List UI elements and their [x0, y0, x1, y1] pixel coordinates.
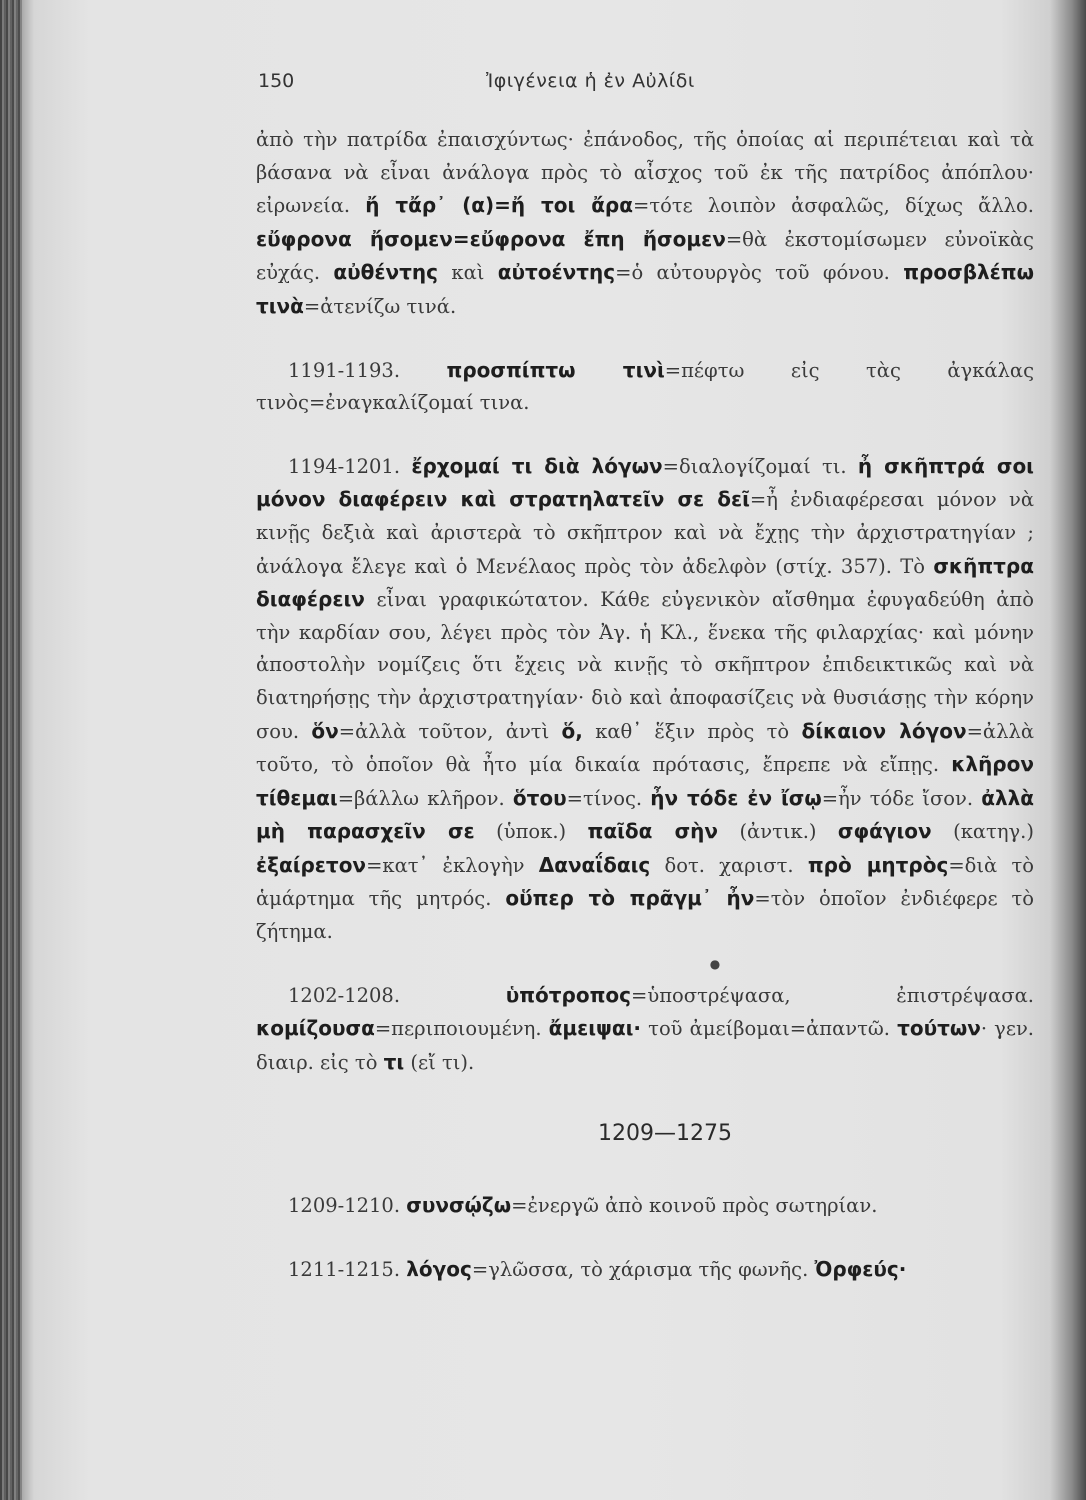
lemma: Δαναΐδαις [538, 852, 651, 877]
text-run: =κατ᾽ ἐκλογὴν [366, 853, 539, 877]
text-run: ἀπὸ τὴν πατρίδα ἐπαισχύντως· ἐπάνοδος, τῆς ὁποίας αἱ περιπέτειαι καὶ τὰ βάσανα νὰ εἶναι ἀνάλογα πρὸς τὸ αἶσχος τοῦ ἐκ τῆς πατρίδος ἀπόπλου· εἰρωνεία. [256, 128, 1034, 218]
text-run: (ὑποκ.) [474, 820, 588, 844]
book-spine [0, 0, 22, 1500]
text-run: =τὸν ὁποῖον ἐνδιέφερε τὸ ζήτημα. [256, 887, 1034, 944]
paragraph-1202 [256, 979, 1034, 1080]
text-run: καὶ [438, 261, 498, 285]
line-reference: 1191-1193. [288, 358, 447, 382]
text-run: =ἀλλὰ τοῦτο, τὸ ὁποῖον θὰ ἦτο μία δικαία πρότασις, ἔπρεπε νὰ εἴπῃς. [256, 719, 1034, 777]
lemma: κομίζουσα [256, 1016, 375, 1041]
text-run: =περιποιουμένη. [374, 1017, 549, 1041]
text-run: =τότε λοιπὸν ἀσφαλῶς, δίχως ἄλλο. [633, 194, 1034, 218]
text-run: δοτ. χαριστ. [650, 853, 808, 877]
text-run: =ἦν τόδε ἴσον. [821, 786, 982, 810]
line-reference: 1194-1201. [288, 454, 412, 478]
lemma: ἦν τόδε ἐν ἴσῳ [650, 785, 822, 810]
running-title: Ἰφιγένεια ἡ ἐν Αὐλίδι [486, 70, 695, 92]
lemma: ἔρχομαί τι διὰ λόγων [411, 453, 663, 478]
lemma: σκῆπτρα διαφέρειν [256, 553, 1034, 612]
line-reference: 1209-1210. [288, 1194, 407, 1218]
lemma: κλῆρον τίθεμαι [256, 752, 1034, 810]
lemma: ἦ σκῆπτρά σοι μόνον διαφέρειν καὶ στρατηλατεῖν σε δεῖ [256, 453, 1034, 512]
separator-bullet: ● [709, 956, 721, 971]
text-run: (κατηγ.) [931, 820, 1034, 844]
text-run: καθ᾽ ἕξιν πρὸς τὸ [582, 719, 802, 743]
lemma: τι [383, 1049, 405, 1074]
text-run: =τίνος. [566, 786, 651, 810]
paragraph-gap [256, 324, 1034, 354]
lemma: ἤ τἄρ᾽ (α)=ἤ τοι ἄρα [365, 193, 633, 218]
paragraph-continuation [256, 124, 1034, 324]
lemma: ὅ, [561, 718, 583, 743]
lemma: εὔφρονα ἤσομεν=εὔφρονα ἔπη ἤσομεν [256, 226, 726, 251]
lemma: ὑπότροπος [505, 982, 632, 1007]
lemma: αὐθέντης [333, 260, 439, 285]
paragraph-gap [256, 1223, 1034, 1253]
paragraph-gap [256, 420, 1034, 450]
lemma: αὐτοέντης [497, 260, 616, 285]
text-run: =διαλογίζομαί τι. [662, 454, 858, 478]
paragraph-gap [256, 1079, 1034, 1109]
text-run: εἶναι γραφικώτατον. Κάθε εὐγενικὸν αἴσθημα ἐφυγαδεύθη ἀπὸ τὴν καρδίαν σου, λέγει πρὸς τὸν Ἀγ. ἡ Κλ., ἕνεκα τῆς φιλαρχίας· καὶ μόνην ἀποστολὴν νομίζεις ὅτι ἔχεις νὰ κινῇς τὸ σκῆπτρον ἐπιδεικτικῶς καὶ νὰ διατηρήσῃς τὴν ἀρχιστρατηγίαν· διὸ καὶ ἀποφασίζεις νὰ θυσιάσῃς τὴν κόρην σου. [256, 588, 1034, 743]
lemma: Ὀρφεύς· [814, 1257, 907, 1282]
lemma: παῖδα σὴν [587, 819, 719, 844]
page-number: 150 [258, 70, 295, 92]
text-run: =θὰ ἐκστομίσωμεν εὐνοϊκὰς εὐχάς. [256, 227, 1034, 285]
text-run: =πέφτω εἰς τὰς ἀγκάλας τινὸς=ἐναγκαλίζομαί τινα. [256, 358, 1034, 415]
text-run: =βάλλω κλῆρον. [337, 786, 513, 810]
text-run: =διὰ τὸ ἁμάρτημα τῆς μητρός. [256, 853, 1034, 911]
paragraph-gap [256, 1159, 1034, 1189]
lemma: λόγος [406, 1257, 472, 1282]
text-run: =ἀλλὰ τοῦτον, ἀντὶ [338, 719, 562, 743]
text-run: =ὁ αὐτουργὸς τοῦ φόνου. [615, 261, 904, 285]
text-run: =γλῶσσα, τὸ χάρισμα τῆς φωνῆς. [471, 1258, 815, 1282]
lemma: προσβλέπω τινὰ [256, 260, 1034, 318]
text-run: =ἐνεργῶ ἀπὸ κοινοῦ πρὸς σωτηρίαν. [511, 1194, 878, 1218]
page-header [258, 70, 778, 100]
lemma: ὅτου [512, 785, 567, 810]
text-run: (ἀντικ.) [718, 820, 838, 844]
text-run: =ὑποστρέψασα, ἐπιστρέψασα. [631, 983, 1034, 1007]
lemma: ὅν [311, 718, 339, 743]
lemma: δίκαιον λόγον [801, 718, 967, 743]
paragraph-1211 [256, 1253, 1034, 1287]
lemma: ἐξαίρετον [256, 852, 367, 877]
commentary-text [256, 124, 1034, 1287]
paragraph-1191 [256, 354, 1034, 420]
lemma: ἄμειψαι· [548, 1016, 642, 1041]
lemma: προσπίπτω τινὶ [446, 357, 665, 382]
lemma: συνσῴζω [406, 1193, 512, 1218]
line-reference: 1202-1208. [288, 983, 506, 1007]
lemma: ἀλλὰ μὴ παρασχεῖν σε [256, 785, 1034, 844]
text-run: (εἴ τι). [404, 1050, 475, 1074]
text-run: =ἀτενίζω τινά. [303, 294, 457, 318]
text-run: · γεν. διαιρ. εἰς τὸ [256, 1017, 1034, 1074]
section-heading: 1209—1275 [598, 1121, 732, 1147]
paragraph-1209 [256, 1189, 1034, 1223]
lemma: οὕπερ τὸ πρᾶγμ᾽ ἦν [505, 886, 755, 911]
paragraph-1194 [256, 450, 1034, 949]
line-reference: 1211-1215. [288, 1258, 407, 1282]
lemma: τούτων [897, 1016, 981, 1041]
text-run: τοῦ ἀμείβομαι=ἀπαντῶ. [641, 1017, 898, 1041]
text-run: =ἦ ἐνδιαφέρεσαι μόνον νὰ κινῇς δεξιὰ καὶ ἀριστερὰ τὸ σκῆπτρον καὶ νὰ ἔχῃς τὴν ἀρχιστρατηγίαν ; ἀνάλογα ἔλεγε καὶ ὁ Μενέλαος πρὸς τὸν ἀδελφὸν (στίχ. 357). Τὸ [256, 488, 1034, 578]
lemma: πρὸ μητρὸς [807, 852, 949, 877]
lemma: σφάγιον [837, 819, 932, 844]
